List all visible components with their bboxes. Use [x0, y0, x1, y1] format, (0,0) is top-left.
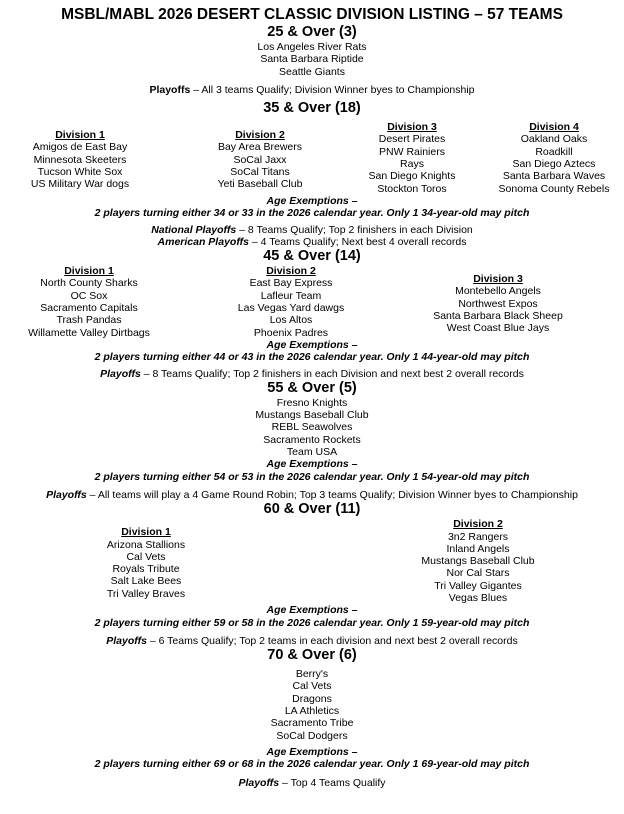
playoffs-text: – All teams will play a 4 Game Round Robin; Top 3 teams Qualify; Division Winner byes to Championship: [86, 488, 578, 501]
section-header-35: 35 & Over (18): [263, 100, 361, 117]
team-name: Stockton Toros: [377, 182, 447, 195]
age-exemptions-label-45: Age Exemptions –: [266, 338, 358, 351]
team-name: North County Sharks: [40, 277, 138, 290]
division-row-45: [0, 265, 624, 339]
playoffs-label: American Playoffs: [157, 235, 249, 248]
team-name: US Military War dogs: [30, 178, 130, 191]
section-header-60: 60 & Over (11): [263, 501, 361, 518]
team-name: Los Angeles River Rats: [257, 41, 367, 53]
team-name: Seattle Giants: [279, 65, 345, 78]
division-row-60: [0, 518, 624, 604]
team-name: Vegas Blues: [448, 591, 508, 604]
team-name: Rays: [400, 158, 424, 171]
division-60-1: [66, 526, 226, 604]
team-name: West Coast Blue Jays: [446, 322, 550, 335]
playoffs-label: Playoffs: [46, 488, 87, 501]
age-exemptions-text-35: 2 players turning either 34 or 33 in the 2026 calendar year. Only 1 34-year-old may pitch: [94, 207, 530, 220]
team-name: 3n2 Rangers: [447, 530, 509, 543]
team-name: Santa Barbara Waves: [502, 170, 606, 183]
playoffs-text: – 8 Teams Qualify; Top 2 finishers in each Division and next best 2 overall records: [140, 367, 524, 380]
team-list-55: [0, 397, 624, 458]
team-name: Sonoma County Rebels: [498, 182, 610, 195]
national-playoffs-35: [0, 224, 624, 236]
playoffs-70: [0, 777, 624, 789]
section-header-45: 45 & Over (14): [263, 248, 361, 265]
team-name: Lafleur Team: [260, 289, 322, 302]
team-name: Los Altos: [269, 314, 313, 327]
team-name: Trash Pandas: [56, 314, 122, 327]
team-name: East Bay Express: [249, 277, 333, 290]
team-name: San Diego Knights: [368, 170, 456, 183]
team-name: Yeti Baseball Club: [217, 178, 303, 191]
division-45-1: [4, 265, 174, 339]
team-name: REBL Seawolves: [271, 421, 353, 434]
team-name: OC Sox: [70, 289, 108, 302]
division-35-1: [0, 129, 160, 195]
team-name: SoCal Titans: [230, 166, 290, 179]
division-35-2: [215, 129, 305, 195]
team-name: LA Athletics: [284, 705, 340, 718]
team-name: Tucson White Sox: [37, 166, 123, 179]
division-60-2: [398, 518, 558, 604]
team-name: Salt Lake Bees: [110, 575, 182, 588]
playoffs-55: [0, 489, 624, 501]
team-name: San Diego Aztecs: [512, 158, 596, 171]
american-playoffs-35: [0, 236, 624, 248]
age-exemptions-text-60: 2 players turning either 59 or 58 in the 2026 calendar year. Only 1 59-year-old may pitch: [94, 616, 530, 629]
playoffs-text: – Top 4 Teams Qualify: [279, 776, 386, 789]
team-name: Berry's: [295, 668, 329, 681]
team-name: Sacramento Tribe: [270, 717, 354, 730]
team-name: Santa Barbara Black Sheep: [433, 310, 563, 323]
team-name: Cal Vets: [292, 680, 332, 693]
age-exemptions-label-35: Age Exemptions –: [266, 194, 358, 207]
team-name: Tri Valley Gigantes: [434, 579, 522, 592]
team-name: Northwest Expos: [458, 297, 538, 310]
playoffs-label: National Playoffs: [151, 223, 237, 236]
team-name: Desert Pirates: [378, 133, 446, 146]
team-name: Nor Cal Stars: [446, 567, 510, 580]
team-name: Tri Valley Braves: [106, 587, 186, 600]
age-exemptions-label-60: Age Exemptions –: [266, 604, 358, 617]
playoffs-text: – 6 Teams Qualify; Top 2 teams in each division and next best 2 overall records: [146, 634, 518, 647]
playoffs-25: [0, 84, 624, 96]
team-name: Willamette Valley Dirtbags: [28, 326, 150, 339]
team-name: Fresno Knights: [276, 396, 348, 409]
age-exemptions-text-55: 2 players turning either 54 or 53 in the 2026 calendar year. Only 1 54-year-old may pitch: [94, 470, 530, 483]
division-title: Division 4: [529, 121, 579, 134]
division-title: Division 1: [55, 129, 105, 142]
age-exemptions-text-70: 2 players turning either 69 or 68 in the 2026 calendar year. Only 1 69-year-old may pitch: [94, 758, 530, 771]
section-header-25: 25 & Over (3): [267, 24, 357, 40]
playoffs-label: Playoffs: [238, 776, 280, 789]
playoffs-text: – 4 Teams Qualify; Next best 4 overall records: [248, 235, 467, 248]
division-title: Division 2: [453, 518, 503, 531]
team-list-25: [0, 41, 624, 78]
playoffs-label: Playoffs: [106, 634, 147, 647]
team-name: Oakland Oaks: [520, 133, 588, 146]
division-title: Division 2: [235, 129, 285, 142]
team-name: Mustangs Baseball Club: [421, 555, 535, 568]
team-name: Phoenix Padres: [253, 326, 329, 339]
division-title: Division 1: [121, 526, 171, 539]
team-name: Cal Vets: [126, 550, 166, 563]
team-name: Mustangs Baseball Club: [255, 409, 369, 422]
team-name: Minnesota Skeeters: [33, 153, 127, 166]
team-name: Sacramento Rockets: [263, 433, 361, 446]
team-name: Amigos de East Bay: [32, 141, 128, 154]
team-name: Bay Area Brewers: [217, 141, 303, 154]
playoffs-label: Playoffs: [149, 83, 191, 96]
division-45-3: [418, 273, 578, 339]
division-35-4: [489, 121, 619, 195]
section-header-55: 55 & Over (5): [267, 379, 357, 396]
team-name: Team USA: [286, 446, 338, 459]
team-name: SoCal Dodgers: [276, 729, 348, 742]
division-title: Division 2: [266, 265, 316, 278]
team-list-70: [0, 668, 624, 742]
team-name: Arizona Stallions: [106, 538, 186, 551]
team-name: Las Vegas Yard dawgs: [237, 302, 345, 315]
playoffs-60: [0, 635, 624, 647]
division-35-3: [347, 121, 477, 195]
age-exemptions-label-70: Age Exemptions –: [266, 745, 358, 758]
team-name: Royals Tribute: [112, 563, 180, 576]
division-title: Division 3: [387, 121, 437, 134]
team-name: Sacramento Capitals: [40, 302, 138, 315]
playoffs-text: – 8 Teams Qualify; Top 2 finishers in each Division: [236, 223, 473, 236]
team-name: Dragons: [292, 692, 332, 705]
division-row-35: [0, 121, 624, 195]
team-name: Inland Angels: [446, 542, 510, 555]
team-name: Roadkill: [535, 145, 573, 158]
team-name: Montebello Angels: [455, 285, 541, 298]
document-title: MSBL/MABL 2026 DESERT CLASSIC DIVISION LISTING – 57 TEAMS: [61, 6, 563, 23]
division-title: Division 3: [473, 273, 523, 286]
playoffs-45: [0, 368, 624, 380]
age-exemptions-label-55: Age Exemptions –: [266, 458, 358, 471]
division-45-2: [216, 265, 366, 339]
playoffs-text: – All 3 teams Qualify; Division Winner byes to Championship: [190, 83, 475, 96]
division-title: Division 1: [64, 265, 114, 278]
section-header-70: 70 & Over (6): [267, 647, 357, 664]
team-name: Santa Barbara Riptide: [260, 53, 364, 66]
playoffs-label: Playoffs: [100, 367, 141, 380]
team-name: PNW Rainiers: [379, 145, 445, 158]
team-name: SoCal Jaxx: [233, 153, 287, 166]
age-exemptions-text-45: 2 players turning either 44 or 43 in the 2026 calendar year. Only 1 44-year-old may pitch: [94, 351, 530, 364]
